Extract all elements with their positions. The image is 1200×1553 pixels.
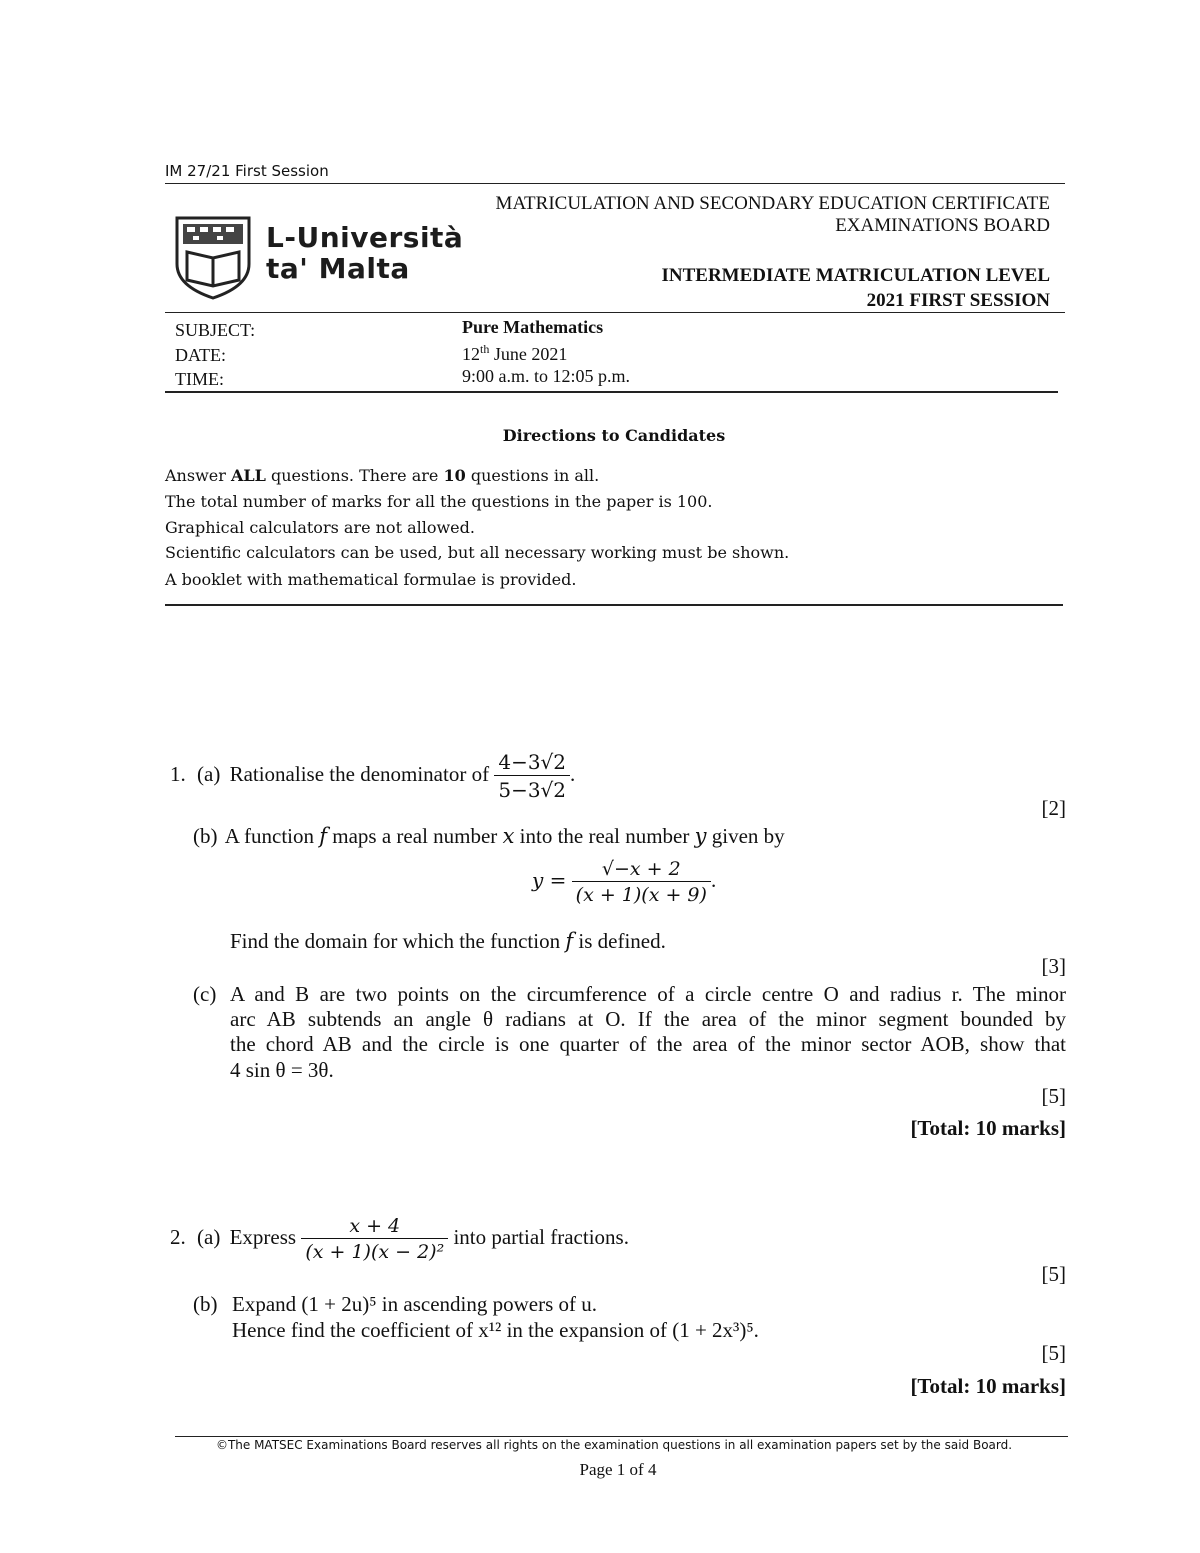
exam-level xyxy=(662,263,1051,313)
subject-value: Pure Mathematics xyxy=(462,317,604,337)
direction-line1-pre: Answer xyxy=(165,466,231,485)
direction-line1 xyxy=(165,466,599,485)
question-1b-domain xyxy=(230,929,666,954)
question-1b-numerator: √−x + 2 xyxy=(572,858,711,882)
time-label: TIME: xyxy=(175,369,224,389)
question-2-number: 2. xyxy=(170,1224,186,1249)
board-line2: EXAMINATIONS BOARD xyxy=(835,215,1050,236)
question-2b-line2: Hence find the coefficient of x¹² in the expansion of (1 + 2x³)⁵. xyxy=(232,1318,759,1342)
question-1b-text3: into the real number xyxy=(514,824,695,848)
exam-board xyxy=(496,193,1050,237)
question-1c-line2: arc AB subtends an angle θ radians at O. If the area of the minor segment bounded by xyxy=(230,1007,1066,1031)
question-2b-label: (b) xyxy=(193,1292,218,1316)
direction-line2: The total number of marks for all the questions in the paper is 100. xyxy=(165,492,713,511)
page-number: Page 1 of 4 xyxy=(579,1460,657,1479)
question-1-total: [Total: 10 marks] xyxy=(910,1116,1066,1140)
question-1-number: 1. xyxy=(170,761,186,786)
info-bottom-rule xyxy=(165,391,1058,393)
direction-line1-all: ALL xyxy=(230,466,266,485)
question-2b-line1: Expand (1 + 2u)⁵ in ascending powers of u. xyxy=(232,1292,597,1316)
question-1b-label: (b) xyxy=(193,824,218,848)
level-line2: 2021 FIRST SESSION xyxy=(866,290,1050,311)
question-1b-text5: Find the domain for which the function xyxy=(230,929,566,953)
date-value xyxy=(462,342,567,365)
question-2a-text2: into partial fractions. xyxy=(453,1224,629,1249)
direction-line5: A booklet with mathematical formulae is provided. xyxy=(165,570,577,589)
question-1b xyxy=(193,824,785,849)
question-1b-text1: A function xyxy=(224,824,320,848)
question-2-total: [Total: 10 marks] xyxy=(910,1374,1066,1398)
question-1a-text: Rationalise the denominator of xyxy=(229,761,490,786)
direction-line1-mid: questions. There are xyxy=(265,466,444,485)
direction-line1-post: questions in all. xyxy=(465,466,600,485)
question-1b-f: f xyxy=(319,824,328,848)
question-1c-line3: the chord AB and the circle is one quarter of the area of the minor sector AOB, show that xyxy=(230,1032,1066,1056)
question-1a-fraction xyxy=(494,750,570,802)
directions-rule xyxy=(165,604,1063,606)
question-2a xyxy=(170,1215,629,1263)
question-1b-x: x xyxy=(502,824,515,848)
date-label: DATE: xyxy=(175,345,226,365)
question-1c-label: (c) xyxy=(193,982,217,1006)
question-1c-line1: A and B are two points on the circumference of a circle centre O and radius r. The minor xyxy=(230,982,1066,1006)
question-1a-marks: [2] xyxy=(1041,796,1066,820)
question-1c-marks: [5] xyxy=(1041,1084,1066,1108)
question-1a: 1. (a) Rationalise the denominator of $\frac{4-3√2}{5-3√2}$ . xyxy=(170,750,576,802)
info-top-rule xyxy=(165,312,1065,313)
question-1b-equation: y = $\frac{√-x + 2}{(x + 1)(x + 9)}$ . xyxy=(532,858,717,906)
header-rule xyxy=(165,183,1065,184)
date-day: 12 xyxy=(462,344,480,364)
question-1b-marks: [3] xyxy=(1041,954,1066,978)
question-1b-text6: is defined. xyxy=(573,929,666,953)
question-1b-lhs: y = xyxy=(532,867,567,892)
question-1b-fraction xyxy=(572,858,711,906)
date-suffix: th xyxy=(480,342,490,356)
question-1b-y: y xyxy=(694,824,707,848)
question-1a-label: (a) xyxy=(197,761,221,786)
question-1a-denominator: 5−3√2 xyxy=(498,778,567,802)
direction-line4: Scientific calculators can be used, but all necessary working must be shown. xyxy=(165,543,790,562)
footer-rule xyxy=(175,1436,1068,1437)
question-2a-text1: Express xyxy=(229,1224,297,1249)
date-rest: June 2021 xyxy=(489,344,568,364)
board-line1: MATRICULATION AND SECONDARY EDUCATION CERTIFICATE xyxy=(495,193,1050,214)
question-1b-text4: given by xyxy=(706,824,785,848)
university-name-line1: L-Università xyxy=(266,221,464,254)
directions-title: Directions to Candidates xyxy=(502,426,726,445)
question-1b-text2: maps a real number xyxy=(327,824,503,848)
subject-label: SUBJECT: xyxy=(175,320,256,340)
question-1a-numerator: 4−3√2 xyxy=(494,750,570,776)
direction-line3: Graphical calculators are not allowed. xyxy=(165,518,475,537)
question-1c-line4: 4 sin θ = 3θ. xyxy=(230,1058,334,1082)
question-2a-fraction xyxy=(301,1215,448,1263)
question-1b-denominator: (x + 1)(x + 9) xyxy=(575,884,707,906)
time-value: 9:00 a.m. to 12:05 p.m. xyxy=(462,366,630,386)
copyright-note: ©The MATSEC Examinations Board reserves all rights on the examination questions in all examination papers set by the said Board. xyxy=(215,1438,1013,1452)
university-crest-icon xyxy=(173,212,253,305)
level-line1: INTERMEDIATE MATRICULATION LEVEL xyxy=(661,265,1050,286)
paper-code: IM 27/21 First Session xyxy=(165,162,329,180)
question-2a-marks: [5] xyxy=(1041,1262,1066,1286)
question-2b-marks: [5] xyxy=(1041,1341,1066,1365)
question-2a-denominator: (x + 1)(x − 2)² xyxy=(305,1241,445,1263)
direction-line1-count: 10 xyxy=(443,466,466,485)
question-2a-label: (a) xyxy=(197,1224,221,1249)
university-name xyxy=(266,222,463,284)
question-2a-numerator: x + 4 xyxy=(301,1215,448,1239)
university-name-line2: ta' Malta xyxy=(266,252,410,285)
question-1b-f2: f xyxy=(565,929,574,953)
